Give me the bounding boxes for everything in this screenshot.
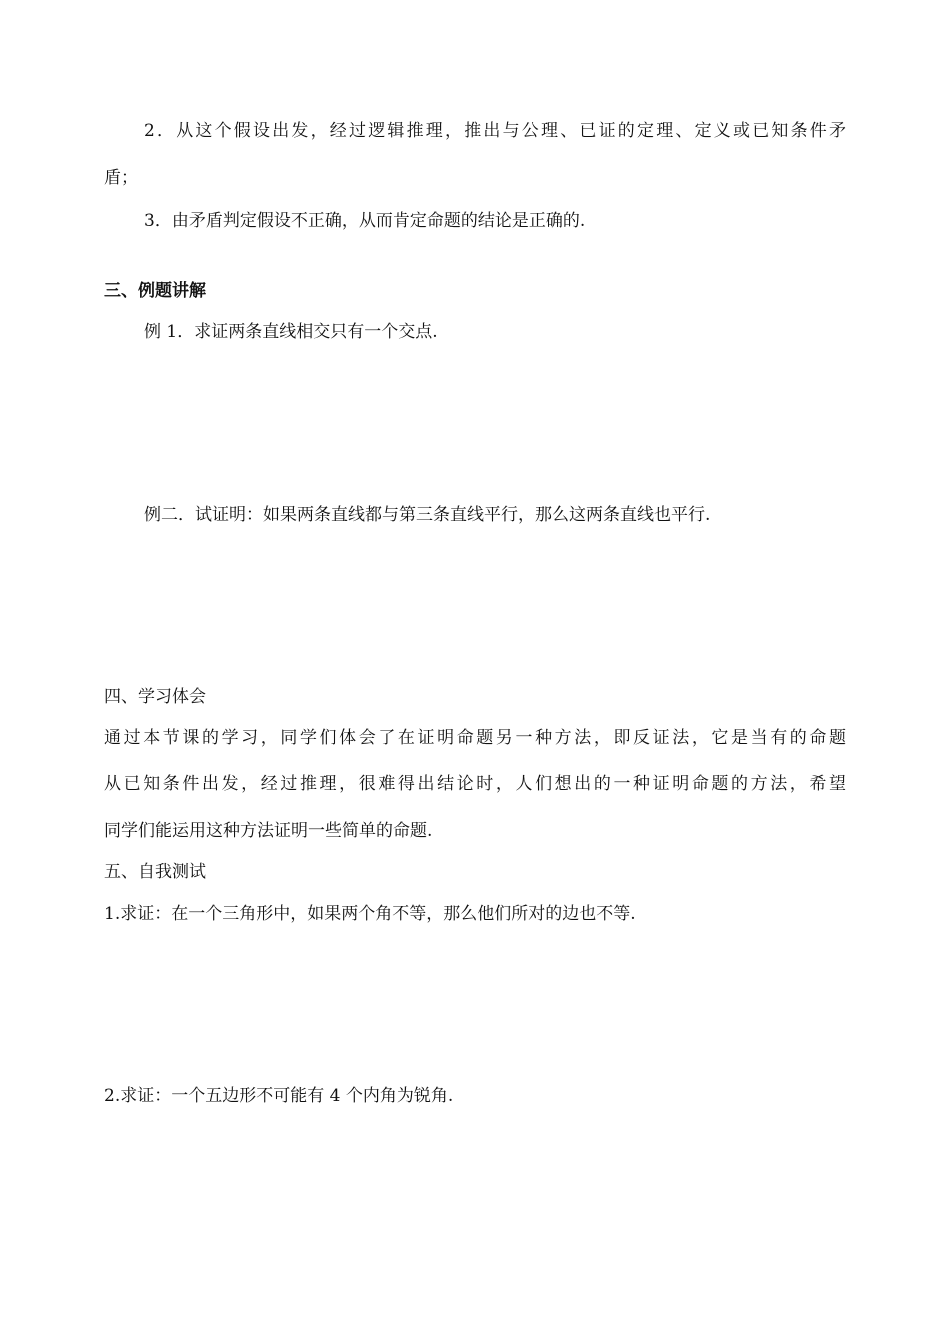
section-4-heading: 四、学习体会: [104, 687, 206, 707]
step-3: 3．由矛盾判定假设不正确，从而肯定命题的结论是正确的.: [144, 211, 586, 231]
section-4-paragraph-line-1: 通过本节课的学习，同学们体会了在证明命题另一种方法，即反证法，它是当有的命题: [104, 728, 846, 748]
section-4-paragraph-line-2: 从已知条件出发，经过推理，很难得出结论时，人们想出的一种证明命题的方法，希望: [104, 774, 846, 794]
test-question-2: 2.求证：一个五边形不可能有 4 个内角为锐角.: [104, 1086, 454, 1106]
step-2-line-1: 2．从这个假设出发，经过逻辑推理，推出与公理、已证的定理、定义或已知条件矛: [144, 121, 846, 141]
section-5-heading: 五、自我测试: [104, 862, 206, 882]
section-4-paragraph-line-3: 同学们能运用这种方法证明一些简单的命题.: [104, 821, 433, 841]
section-3-heading: 三、例题讲解: [104, 281, 206, 301]
example-1: 例 1．求证两条直线相交只有一个交点.: [144, 322, 438, 342]
example-2: 例二．试证明：如果两条直线都与第三条直线平行，那么这两条直线也平行.: [144, 505, 711, 525]
test-question-1: 1.求证：在一个三角形中，如果两个角不等，那么他们所对的边也不等.: [104, 904, 636, 924]
step-2-line-2: 盾；: [104, 168, 138, 188]
